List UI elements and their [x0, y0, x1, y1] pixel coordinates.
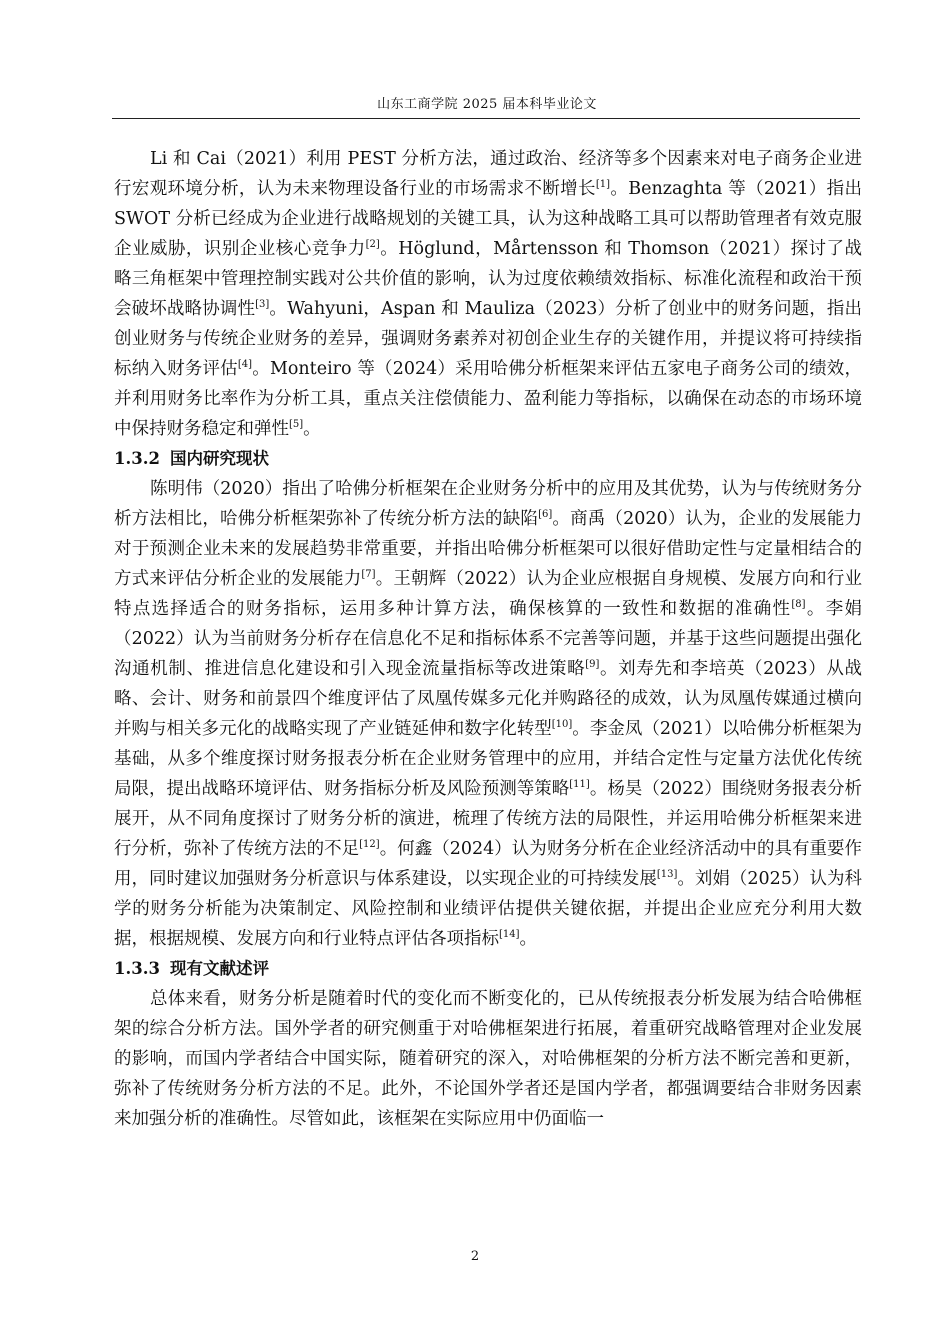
citation-marker: [12]: [359, 839, 380, 851]
citation-marker: [6]: [538, 509, 553, 521]
citation-marker: [11]: [569, 779, 590, 791]
citation-marker: [10]: [551, 719, 573, 731]
citation-marker: [14]: [499, 929, 520, 941]
citation-marker: [4]: [237, 359, 253, 371]
paragraph-literature-review: 总体来看，财务分析是随着时代的变化而不断变化的，已从传统报表分析发展为结合哈佛框架的综合分析方法。国外学者的研究侧重于对哈佛框架进行拓展，着重研究战略管理对企业发展的影响，而国内学者结合中国实际，随着研究的深入，对哈佛框架的分析方法不断完善和更新，弥补了传统财务分析方法的不足。此外，不论国外学者还是国内学者，都强调要结合非财务因素来加强分析的准确性。尽管如此，该框架在实际应用中仍面临一: [114, 989, 862, 1129]
citation-marker: [5]: [289, 419, 304, 431]
section-heading-domestic: [114, 444, 862, 474]
section-number: 1.3.2: [114, 449, 160, 468]
page-number: 2: [470, 1249, 480, 1264]
header-rule: [112, 118, 860, 119]
section-title: 国内研究现状: [169, 449, 269, 468]
paragraph-domestic-research: 陈明伟（2020）指出了哈佛分析框架在企业财务分析中的应用及其优势，认为与传统财务分析方法相比，哈佛分析框架弥补了传统分析方法的缺陷[6]。商禹（2020）认为，企业的发展能力对于预测企业未来的发展趋势非常重要，并指出哈佛分析框架可以很好借助定性与定量相结合的方式来评估分析企业的发展能力[7]。王朝辉（2022）认为企业应根据自身规模、发展方向和行业特点选择适合的财务指标，运用多种计算方法，确保核算的一致性和数据的准确性[8]。李娟（2022）认为当前财务分析存在信息化不足和指标体系不完善等问题，并基于这些问题提出强化沟通机制、推进信息化建设和引入现金流量指标等改进策略[9]。刘寿先和李培英（2023）从战略、会计、财务和前景四个维度评估了凤凰传媒多元化并购路径的成效，认为凤凰传媒通过横向并购与相关多元化的战略实现了产业链延伸和数字化转型[10]。李金凤（2021）以哈佛分析框架为基础，从多个维度探讨财务报表分析在企业财务管理中的应用，并结合定性与定量方法优化传统局限，提出战略环境评估、财务指标分析及风险预测等策略[11]。杨昊（2022）围绕财务报表分析展开，从不同角度探讨了财务分析的演进，梳理了传统方法的局限性，并运用哈佛分析框架来进行分析，弥补了传统方法的不足[12]。何鑫（2024）认为财务分析在企业经济活动中的具有重要作用，同时建议加强财务分析意识与体系建设，以实现企业的可持续发展[13]。刘娟（2025）认为科学的财务分析能为决策制定、风险控制和业绩评估提供关键依据，并提出企业应充分利用大数据，根据规模、发展方向和行业特点评估各项指标[14]。: [114, 479, 863, 949]
section-number: 1.3.3: [114, 959, 160, 978]
section-heading-review: [114, 954, 862, 984]
citation-marker: [9]: [585, 659, 600, 671]
citation-marker: [13]: [656, 869, 678, 881]
citation-marker: [3]: [255, 299, 270, 311]
running-header: 山东工商学院 2025 届本科毕业论文: [377, 97, 597, 112]
citation-marker: [2]: [365, 239, 380, 251]
citation-marker: [1]: [595, 179, 611, 191]
citation-marker: [8]: [791, 599, 806, 611]
document-body: [114, 144, 862, 1134]
citation-marker: [7]: [361, 569, 376, 581]
section-title: 现有文献述评: [169, 959, 269, 978]
paragraph-foreign-research: Li 和 Cai（2021）利用 PEST 分析方法，通过政治、经济等多个因素来对电子商务企业进行宏观环境分析，认为未来物理设备行业的市场需求不断增长[1]。Benzaghta 等（2021）指出 SWOT 分析已经成为企业进行战略规划的关键工具，认为这种战略工具可以帮助管理者有效克服企业威胁，识别企业核心竞争力[2]。Höglund，Mårtensson 和 Thomson（2021）探讨了战略三角框架中管理控制实践对公共价值的影响，认为过度依赖绩效指标、标准化流程和政治干预会破坏战略协调性[3]。Wahyuni，Aspan 和 Mauliza（2023）分析了创业中的财务问题，指出创业财务与传统企业财务的差异，强调财务素养对初创企业生存的关键作用，并提议将可持续指标纳入财务评估[4]。Monteiro 等（2024）采用哈佛分析框架来评估五家电子商务公司的绩效，并利用财务比率作为分析工具，重点关注偿债能力、盈利能力等指标，以确保在动态的市场环境中保持财务稳定和弹性[5]。: [114, 149, 863, 439]
